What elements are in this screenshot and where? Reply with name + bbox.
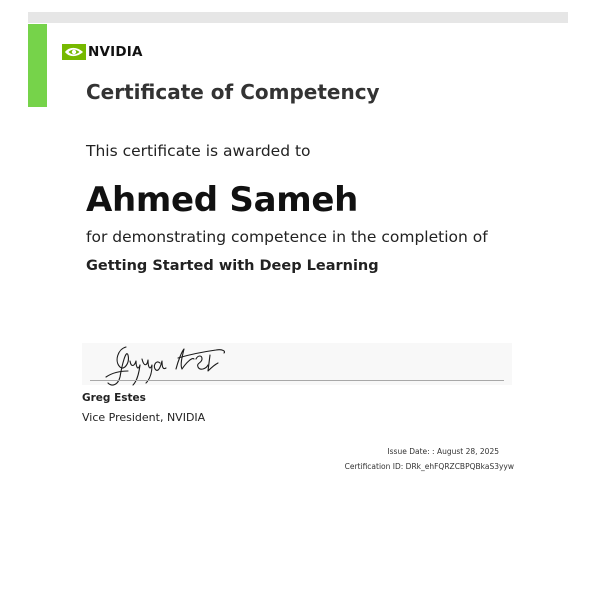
top-strip xyxy=(28,12,568,23)
nvidia-eye-icon xyxy=(62,44,86,60)
signature-image xyxy=(98,341,233,391)
course-name: Getting Started with Deep Learning xyxy=(86,258,379,274)
signer-role: Vice President, NVIDIA xyxy=(82,411,206,424)
certificate-title: Certificate of Competency xyxy=(86,80,380,104)
certification-id: Certification ID: DRk_ehFQRZCBPQBkaS3yyw xyxy=(344,462,514,471)
accent-bar xyxy=(28,24,47,107)
demonstrating-text: for demonstrating competence in the completion of xyxy=(86,228,488,246)
awarded-text: This certificate is awarded to xyxy=(86,142,311,160)
signer-name: Greg Estes xyxy=(82,392,146,404)
recipient-name: Ahmed Sameh xyxy=(86,180,359,220)
nvidia-logo xyxy=(62,44,143,60)
signature-line xyxy=(90,380,504,381)
logo-wordmark: NVIDIA xyxy=(88,44,143,60)
issue-date: Issue Date: : August 28, 2025 xyxy=(387,447,499,456)
